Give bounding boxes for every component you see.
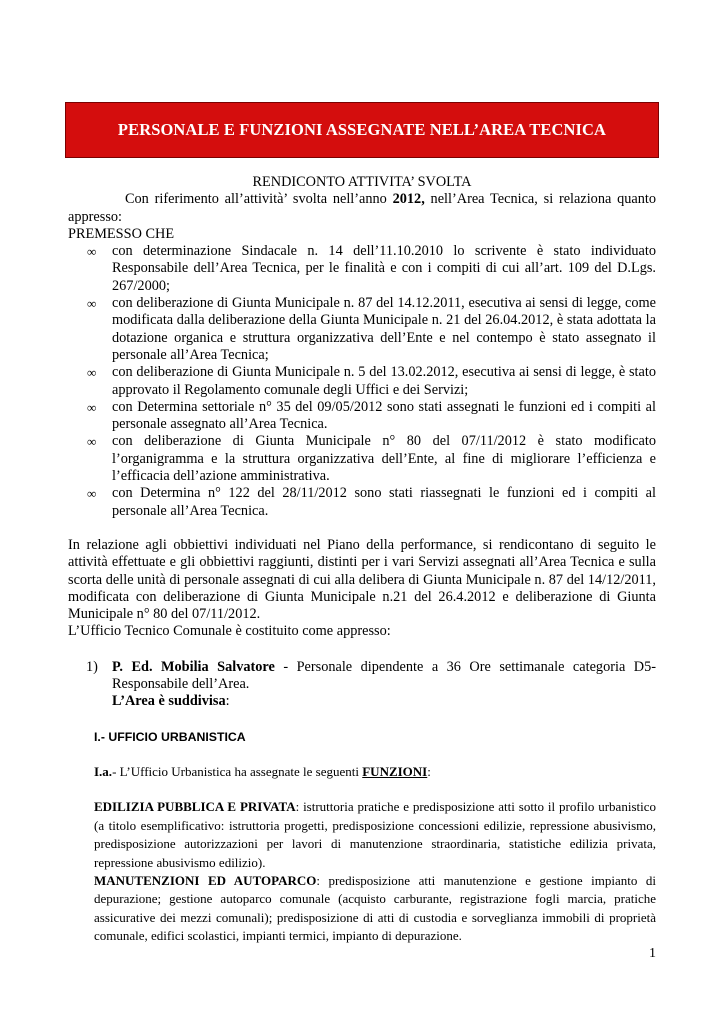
intro-paragraph: [68, 191, 656, 226]
list-item-text: con deliberazione di Giunta Municipale n° 80 del 07/11/2012 è stato modificato l’organigramma e la struttura organizzativa dell’Ente, al fine di migliorare l’efficienza e l’efficacia dell’azione amministrativa.: [112, 433, 656, 485]
list-item: [68, 243, 656, 295]
list-item-text: con deliberazione di Giunta Municipale n. 5 del 13.02.2012, esecutiva ai sensi di legge, è stato approvato il Regolamento comunale degli Uffici e dei Servizi;: [112, 364, 656, 398]
ia-label: I.a.: [94, 763, 113, 779]
manutenzioni-paragraph: [94, 872, 656, 946]
list-item: [68, 364, 656, 399]
premesso-heading: PREMESSO CHE: [68, 225, 175, 242]
intro-text-b: nell’Area Tecnica, si relaziona quanto appresso:: [68, 191, 657, 225]
infinity-bullet-icon: ∞: [87, 434, 97, 450]
list-item-text: con Determina n° 122 del 28/11/2012 sono stati riassegnati le funzioni ed i compiti al personale all’Area Tecnica.: [112, 485, 656, 519]
infinity-bullet-icon: ∞: [87, 296, 97, 312]
list-item-text: con deliberazione di Giunta Municipale n. 87 del 14.12.2011, esecutiva ai sensi di legge, come modificata dalla deliberazione della Giunta Municipale n. 21 del 26.04.2012, è stata adottata la dotazione organica e struttura organizzativa dell’Ente e nel contempo è stato assegnato il personale all’Area Tecnica;: [112, 295, 656, 363]
edilizia-label: EDILIZIA PUBBLICA E PRIVATA: [94, 799, 296, 815]
ia-colon: :: [427, 763, 431, 779]
ia-text: - L’Ufficio Urbanistica ha assegnate le seguenti: [112, 763, 363, 779]
page-number: 1: [649, 946, 656, 961]
list-item-text: con determinazione Sindacale n. 14 dell’11.10.2010 lo scrivente è stato individuato Responsabile dell’Area Tecnica, per le finalità e con i compiti di cui all’art. 109 del D.Lgs. 267/2000;: [112, 243, 656, 294]
funzioni-label: FUNZIONI: [362, 763, 428, 779]
area-heading: L’Area è suddivisa: [112, 693, 226, 710]
document-body: [68, 174, 656, 946]
edilizia-text: : istruttoria pratiche e predisposizione atti sotto il profilo urbanistico (a titolo esemplificativo: istruttoria progetti, predisposizione concessioni edilizie, repressione abusivismo, predisposizione autorizzazioni per lavori di manutenzione straordinaria, statistiche edilizia privata, repressione abusivismo edilizio).: [94, 799, 656, 870]
ia-paragraph: [94, 763, 656, 781]
staff-item: [86, 659, 656, 711]
list-item: [68, 295, 656, 364]
manutenzioni-text: : predisposizione atti manutenzione e gestione impianto di depurazione; gestione autoparco comunale (acquisto carburante, registrazione fogli marcia, pratiche assicurative dei mezzi comunali); predisposizione di atti di custodia e sorveglianza immobili di proprietà comunale, edifici scolastici, impianti termici, impianto di depurazione.: [94, 872, 656, 944]
staff-item-body: [112, 659, 656, 711]
report-heading: RENDICONTO ATTIVITA’ SVOLTA: [252, 174, 472, 190]
list-item-text: con Determina settoriale n° 35 del 09/05/2012 sono stati assegnati le funzioni ed i compiti al personale assegnato all’Area Tecnica.: [112, 398, 656, 433]
staff-name: P. Ed. Mobilia Salvatore: [112, 658, 275, 675]
infinity-bullet-icon: ∞: [87, 365, 97, 381]
list-item: [68, 399, 656, 434]
manutenzioni-label: MANUTENZIONI ED AUTOPARCO: [94, 872, 317, 888]
page-title: PERSONALE E FUNZIONI ASSEGNATE NELL’AREA TECNICA: [117, 120, 607, 139]
intro-text-a: Con riferimento all’attività’ svolta nell’anno: [125, 191, 393, 208]
item-number: 1): [86, 658, 98, 675]
title-banner: [65, 102, 659, 158]
ufficio-paragraph: L’Ufficio Tecnico Comunale è costituito come appresso:: [68, 623, 391, 640]
list-item: [68, 433, 656, 485]
infinity-bullet-icon: ∞: [87, 486, 97, 502]
staff-description: - Personale dipendente a 36 Ore settimanale categoria D5- Responsabile dell’Area.: [112, 658, 656, 693]
intro-year: 2012,: [392, 191, 425, 208]
area-colon: :: [225, 693, 230, 710]
relazione-paragraph: In relazione agli obbiettivi individuati nel Piano della performance, si rendicontano di seguito le attività effettuate e gli obbiettivi raggiunti, distinti per i vari Servizi assegnati all’Area Tecnica e sulla scorta delle unità di personale assegnati di cui alla delibera di Giunta Municipale n. 87 del 14/12/2011, modificata con deliberazione di Giunta Municipale n.21 del 26.4.2012 e deliberazione di Giunta Municipale n° 80 del 07/11/2012.: [68, 536, 656, 623]
infinity-bullet-icon: ∞: [87, 244, 97, 260]
edilizia-paragraph: [94, 798, 656, 872]
infinity-bullet-icon: ∞: [87, 399, 97, 415]
list-item: [68, 485, 656, 520]
section-title: I.- UFFICIO URBANISTICA: [94, 729, 246, 744]
premesso-list: [68, 243, 656, 520]
